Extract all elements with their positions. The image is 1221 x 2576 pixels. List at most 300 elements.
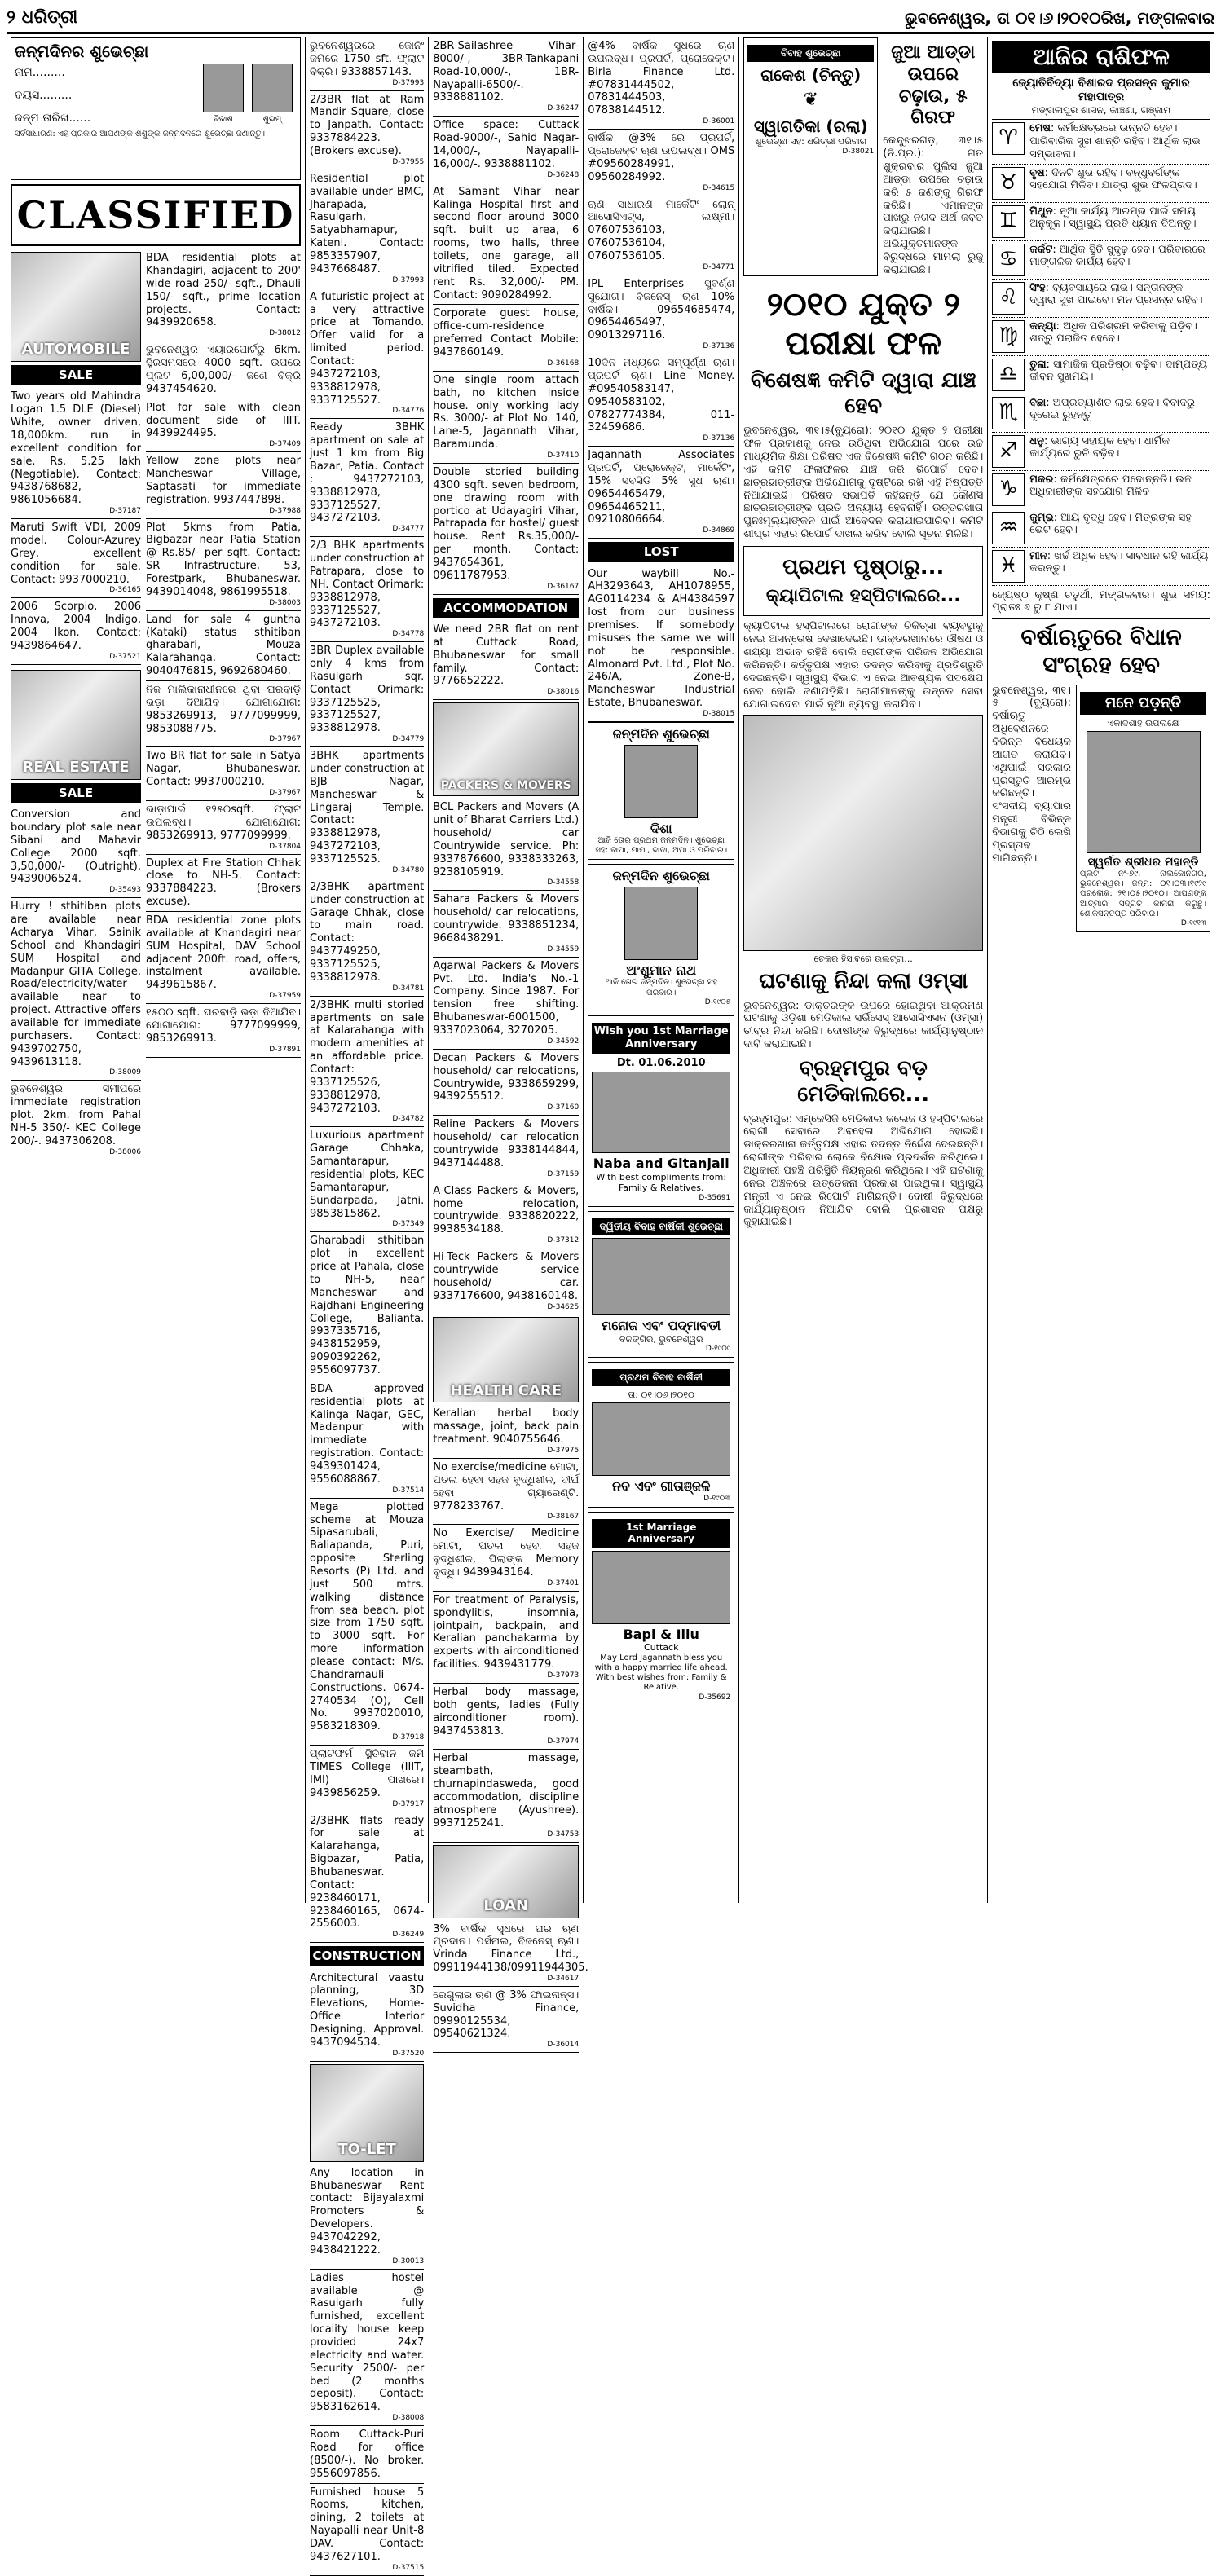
ad-text: Residential plot available under BMC, Jharapada, Rasulgarh, Satyabhamapur, Kateni. Contact: 9853357907, 9437668487. <box>310 172 425 275</box>
classified-ad <box>146 855 301 912</box>
sale-heading: SALE <box>11 365 141 385</box>
ad-code: D-34777 <box>392 525 425 534</box>
ad-text: Ready 3BHK apartment on sale at just 1 km from Big Bazar, Patia. Contact : 9437272103, 9338812978, 9337125527, 9437272103. <box>310 421 425 525</box>
ad-text: At Samant Vihar near Kalinga Hospital first and second floor around 3000 sqft. built up area, 6 rooms, two halls, three toilets, one garage, all vitrified tiled. Expected rent Rs. 32,000/- PM. Contact: 9090284992. <box>433 185 580 302</box>
memorial-notice <box>1076 685 1210 932</box>
horoscope-sign <box>992 318 1210 356</box>
classified-ad <box>11 898 141 1081</box>
ad-text: One single room attach bath, no kitchen inside house. only working lady Rs. 3000/- at Plot No. 140, Lane-5, Jagannath Vihar, Baramunda. <box>433 373 580 451</box>
zodiac-icon: ♏ <box>992 397 1025 429</box>
sign-prediction: ଆୟ ବୃଦ୍ଧି ହେବ। ମିତ୍ରଙ୍କ ସହ ଭେଟ ହେବ। <box>1029 511 1192 537</box>
classified-ad <box>310 1232 424 1380</box>
column-classified-4 <box>584 37 739 1903</box>
ad-code: D-34782 <box>392 1115 425 1124</box>
ad-text: Keralian herbal body massage, joint, back pain treatment. 9040755646. <box>433 1407 580 1447</box>
greeting-place: Cuttack <box>644 1642 679 1653</box>
ad-text: For treatment of Paralysis, spondylitis, insomnia, jointpain, backpain, and Keralian panchakarma by experts with airconditioned facilities. 9439431779. <box>433 1593 580 1671</box>
wedding-label: ବିବାହ ଶୁଭେଚ୍ଛା <box>747 45 874 62</box>
news-headline: ଜୁଆ ଆଡ୍ଡା ଉପରେ ଚଢ଼ାଉ, ୫ ଗିରଫ <box>891 42 976 129</box>
birthday-greeting <box>588 722 734 860</box>
sign-prediction: ଭାଗ୍ୟ ସହାୟକ ହେବ। ଧାର୍ମିକ କାର୍ଯ୍ୟରେ ରୁଚି ବଢ଼ିବ। <box>1029 434 1170 460</box>
greeting-date: ତା: ୦୧।୦୬।୨୦୧୦ <box>628 1389 695 1400</box>
sign-name: ତୁଳା <box>1029 358 1047 371</box>
ad-code: D-35692 <box>699 1693 731 1702</box>
ad-text: BDA residential zone plots available at Khandagiri near SUM Hospital, DAV School adjacent 200ft. road, offers, instalment available. 9439615867. <box>146 914 301 992</box>
ad-code: D-36001 <box>703 117 735 126</box>
name-label: ନାମ......... <box>15 66 65 80</box>
bride-name: ସ୍ୱାଗତିକା (ରଲା) <box>753 116 868 136</box>
classified-ad <box>588 130 734 196</box>
ad-text: Room Cuttack-Puri Road for office (8500/-). No broker. 9556097856. <box>310 2428 425 2480</box>
wedding-greeting <box>743 37 878 276</box>
news-body: ବ୍ରହ୍ମପୁର: ଏମ୍‌କେସିଜି ମେଡିକାଲ କଲେଜ ଓ ହସ୍ପିଟାଲରେ ରୋଗୀ ସେବାରେ ଅବହେଳା ଅଭିଯୋଗ ହୋଇଛି। ଡାକ୍ତରଖାନା କର୍ତ୍ତୃପକ୍ଷ ଏହାର ତଦନ୍ତ ନିର୍ଦ୍ଦେଶ ଦେଇଛନ୍ତି। ରୋଗୀଙ୍କ ପରିବାର ଲୋକେ ବିକ୍ଷୋଭ ପ୍ରଦର୍ଶନ କରିଥିଲେ। ଅଧିକାରୀ ପହଞ୍ଚି ପରିସ୍ଥିତି ନିୟନ୍ତ୍ରଣ କରିଥିଲେ। ଏହି ଘଟଣାକୁ ନେଇ ଅଞ୍ଚଳରେ ଉତ୍ତେଜନା ପ୍ରକାଶ ପାଇଥିଲା। ସ୍ୱାସ୍ଥ୍ୟ ମନ୍ତ୍ରୀ ଏ ନେଇ ରିପୋର୍ଟ ମାଗିଛନ୍ତି। ଦୋଷୀ ବିରୁଦ୍ଧରେ କାର୍ଯ୍ୟାନୁଷ୍ଠାନ ନିଆଯିବ ବୋଲି ପ୍ରଶାସନ ପକ୍ଷରୁ କୁହାଯାଇଛି। <box>743 1112 984 1229</box>
classified-ad <box>11 388 141 519</box>
real-estate-label: REAL ESTATE <box>22 758 130 776</box>
sign-name: ମୀନ <box>1029 549 1047 562</box>
horoscope-text: ତୁଳା: ସାମାଜିକ ପ୍ରତିଷ୍ଠା ବଢ଼ିବ। ଦାମ୍ପତ୍ୟ ଜୀବନ ସୁଖମୟ। <box>1029 358 1208 384</box>
ad-text: Reline Packers & Movers household/ car relocation countrywide 9338144844, 9437144488. <box>433 1118 580 1169</box>
ad-code: D-37804 <box>269 842 301 851</box>
ad-text: BDA approved residential plots at Kalinga Nagar, GEC, Madanpur with immediate registration. Contact: 9439301424, 9556088867. <box>310 1382 425 1486</box>
dob-label: ଜନ୍ମ ତାରିଖ...... <box>15 112 91 125</box>
ad-code: D-37955 <box>392 157 425 166</box>
automobile-image <box>11 252 141 362</box>
classified-ad <box>433 1182 579 1248</box>
birthday-note: ସର୍ବସାଧାରଣ: ଏହି ପ୍ରକାର ଆପଣଙ୍କ ଶିଶୁଙ୍କ ଜନ୍ମଦିନରେ ଶୁଭେଚ୍ଛା ଜଣାନ୍ତୁ। <box>15 130 266 139</box>
ad-text: 3BR Duplex available only 4 kms from Rasulgarh sqr. Contact Orimark: 9337125525, 9337125527, 9338812978. <box>310 645 425 735</box>
child-photo <box>203 64 244 112</box>
memorial-title: ମନେ ପଡ଼ନ୍ତି <box>1080 692 1206 715</box>
couple-photo <box>592 1402 730 1476</box>
classified-ad <box>310 997 424 1128</box>
news-subheadline: ବିଶେଷଜ୍ଞ କମିଟି ଦ୍ୱାରା ଯାଞ୍ଚ ହେବ <box>750 368 976 419</box>
ad-code: D-37187 <box>109 507 141 516</box>
ad-text: IPL Enterprises ସୁବର୍ଣ୍ଣ ସୁଯୋଗ। ବିଜନେସ୍ ଋଣ 10% ବାର୍ଷିକ। 09654685474, 09654465497, 09013297116. <box>588 277 735 342</box>
horoscope-text: ବୃଷ: ଦିନଟି ଶୁଭ ରହିବ। ବନ୍ଧୁବର୍ଗଙ୍କ ସହଯୋଗ ମିଳିବ। ଯାତ୍ରା ଶୁଭ ଫଳପ୍ରଦ। <box>1029 166 1197 192</box>
horoscope-sign <box>992 241 1210 280</box>
classified-ad <box>433 37 579 117</box>
classified-ad <box>433 183 579 306</box>
ad-code: D-37160 <box>547 1103 580 1112</box>
ad-code: D-34781 <box>392 984 425 993</box>
ad-text: 2/3BR flat at Ram Mandir Square, close to Janpath. Contact: 9337884223. (Brokers excuse). <box>310 93 425 157</box>
sign-prediction: କର୍ମକ୍ଷେତ୍ରରେ ଉନ୍ନତି ହେବ। ପାରିବାରିକ ସୁଖ ଶାନ୍ତି ରହିବ। ଆର୍ଥିକ ଲାଭ ସମ୍ଭାବନା। <box>1029 121 1201 161</box>
horoscope-sign <box>992 203 1210 241</box>
sale-heading-2: SALE <box>11 783 141 803</box>
classified-ad <box>433 1405 579 1459</box>
ad-text: Maruti Swift VDI, 2009 model. Colour-Azurey Grey, excellent condition for sale. Contact: 9937000210. <box>11 522 141 586</box>
classified-ad <box>146 747 301 801</box>
ad-code: D-37975 <box>547 1447 580 1455</box>
classified-ad <box>310 537 424 642</box>
health-care-image <box>433 1317 579 1402</box>
greeting-title: ଦ୍ୱିତୀୟ ବିବାହ ବାର୍ଷିକୀ ଶୁଭେଚ୍ଛା <box>592 1218 730 1235</box>
ad-text: Jagannath Associates ପ୍ରପର୍ଟି, ପ୍ରୋଜେକ୍ଟ, ମାର୍କେଟିଂ, 15% ସବସିଡି 5% ସୁଧ ଋଣ। 09654465479, 09654465211, 09210806664. <box>588 449 735 526</box>
classified-ad <box>433 372 579 464</box>
news-body: କେନ୍ଦୁଝରଗଡ଼, ୩୧।୫ (ନି.ପ୍ର.): ଗତ ଶୁକ୍ରବାର ପୁଲିସ ଜୁଆ ଆଡ୍ଡା ଉପରେ ଚଢ଼ାଉ କରି ୫ ଜଣଙ୍କୁ ଗିରଫ କରିଛି। ଏମାନଙ୍କ ପାଖରୁ ନଗଦ ଅର୍ଥ ଜବତ କରାଯାଇଛି। ଅଭିଯୁକ୍ତମାନଙ୍କ ବିରୁଦ୍ଧରେ ମାମଲା ରୁଜୁ କରାଯାଇଛି। <box>883 134 984 276</box>
ad-code: D-38006 <box>109 1147 141 1156</box>
sign-name: କର୍କଟ <box>1029 243 1053 256</box>
ad-text: Gharabadi sthitiban plot in excellent price at Pahala, close to NH-5, near Mancheswar and Rajdhani Engineering College, Balianta. 9937335716, 9438152959, 9090392262, 9556097737. <box>310 1235 425 1376</box>
classified-ad <box>433 1750 579 1842</box>
classified-ad <box>11 519 141 598</box>
ad-code: D-37973 <box>547 1671 580 1680</box>
ad-text: Furnished house 5 Rooms, kitchen, dining, 2 toilets at Nayapalli near Unit-8 DAV. Contact: 9437627101. <box>310 2486 425 2563</box>
anniversary-greeting <box>588 1211 734 1358</box>
ad-code: D-34615 <box>703 183 735 192</box>
ad-text: Sahara Packers & Movers household/ car relocations, countrywide. 9338851234, 9668438291. <box>433 893 580 945</box>
anniversary-greeting <box>588 1015 734 1207</box>
horoscope-text: ମେଷ: କର୍ମକ୍ଷେତ୍ରରେ ଉନ୍ନତି ହେବ। ପାରିବାରିକ ସୁଖ ଶାନ୍ତି ରହିବ। ଆର୍ଥିକ ଲାଭ ସମ୍ଭାବନା। <box>1029 121 1201 161</box>
sign-prediction: ଆର୍ଥିକ ସ୍ଥିତି ସୁଦୃଢ଼ ହେବ। ପରିବାରରେ ମାଙ୍ଗଳିକ କାର୍ଯ୍ୟ ହେବ। <box>1029 243 1206 269</box>
greeting-message: ଆଜି ତୋର ପ୍ରଥମ ଜନ୍ମଦିନ। ଶୁଭେଚ୍ଛା ସହ: ବାପା, ମାମା, ଦାଦା, ଅପା ଓ ପରିବାର। <box>595 836 728 856</box>
horoscope-sign <box>992 394 1210 433</box>
to-let-label: TO-LET <box>337 2140 396 2158</box>
ad-text: Any location in Bhubaneswar Rent contact: Bijayalaxmi Promoters & Developers. 9437042292, 9438421222. <box>310 2166 425 2257</box>
zodiac-icon: ♒ <box>992 512 1025 544</box>
page-number-title: ୨ ଧରିତ୍ରୀ <box>7 7 78 29</box>
ad-text: ଭୁବନେଶ୍ୱର ଏୟାରପୋର୍ଟରୁ 6km. ସ୍ଥିରସମସରେ 4000 sqft. ଉପରେ ପ୍ଲଟ 6,00,000/- ଜଣେ ବିକ୍ରି 9437454620. <box>146 344 301 395</box>
classified-ad <box>310 2426 424 2483</box>
ad-text: Two BR flat for sale in Satya Nagar, Bhubaneswar. Contact: 9937000210. <box>146 750 301 789</box>
greeting-name: Naba and Gitanjali <box>593 1156 730 1172</box>
classified-ad <box>588 566 734 722</box>
sign-prediction: ସାମାଜିକ ପ୍ରତିଷ୍ଠା ବଢ଼ିବ। ଦାମ୍ପତ୍ୟ ଜୀବନ ସୁଖମୟ। <box>1029 358 1208 384</box>
ad-code: D-37967 <box>269 789 301 798</box>
greeting-title: Wish you 1st Marriage Anniversary <box>592 1023 730 1054</box>
lost-heading: LOST <box>588 542 734 561</box>
classified-ad <box>310 91 424 170</box>
ad-text: 2/3BHK multi storied apartments on sale at Kalarahanga with modern amenities at an affordable price. Contact: 9337125526, 9338812978, 9437272103. <box>310 998 425 1115</box>
ad-code: D-38015 <box>703 710 735 719</box>
classified-banner: CLASSIFIED <box>11 184 301 246</box>
zodiac-icon: ♎ <box>992 359 1025 391</box>
classified-ad <box>588 275 734 354</box>
news-headline: ବର୍ଷାଋତୁରେ ବିଧାନ ସଂଗ୍ରହ ହେବ <box>1020 623 1182 679</box>
ad-text: Two years old Mahindra Logan 1.5 DLE (Diesel) White, owner driven, 18,000km. run in excellent condition for sale. Rs. 5.25 lakh (Negotiable). Contact: 9438768682, 9861056684. <box>11 390 141 507</box>
ad-code: D-37959 <box>269 992 301 1001</box>
ad-text: ନିଜ ମାଲିକାନାଧୀନରେ ଥିବା ଘରବାଡ଼ି ଭଡ଼ା ଦିଆଯିବ। ଯୋଗାଯୋଗ: 9853269913, 9777099999, 9853088775. <box>146 684 301 735</box>
greeting-message: May Lord Jagannath bless you with a happy married life ahead. With best wishes from: Family & Relative. <box>594 1653 728 1693</box>
page-header <box>7 5 1214 34</box>
sign-prediction: ଅପ୍ରତ୍ୟାଶିତ ଲାଭ ହେବ। ବିବାଦରୁ ଦୂରେଇ ରୁହନ୍ତୁ। <box>1029 396 1195 422</box>
news-headline: ଘଟଣାକୁ ନିନ୍ଦା କଲା ଓମ୍‌ସା <box>759 968 968 993</box>
classified-ad <box>433 958 579 1050</box>
zodiac-icon: ♍ <box>992 320 1025 353</box>
horoscope-sign <box>992 356 1210 394</box>
sign-name: କନ୍ୟା <box>1029 319 1056 332</box>
sign-prediction: ବ୍ୟବସାୟରେ ଲାଭ। ସନ୍ତାନଙ୍କ ଦ୍ୱାରା ସୁଖ ପାଇବେ। ମନ ପ୍ରସନ୍ନ ରହିବ। <box>1029 281 1203 307</box>
ad-code: D-30013 <box>392 2257 425 2266</box>
horoscope-sign <box>992 120 1210 165</box>
classified-ad <box>146 249 301 341</box>
health-care-label: HEALTH CARE <box>450 1381 562 1399</box>
memorial-body: ପ୍ଲଟ ନଂ-୭୯, ନାଲକୋନଗର, ଭୁବନେଶ୍ୱର। ଜନ୍ମ: ୦୧।୦୩।୧୯୨୯ ପରଲୋକ: ୨୧।୦୫।୨୦୧୦। ଆପଣଙ୍କ ଆତ୍ମାର ସଦ୍‌ଗତି କାମନା କରୁଛୁ। ଶୋକସନ୍ତପ୍ତ ପରିବାର। <box>1080 869 1206 918</box>
zodiac-icon: ♊ <box>992 205 1025 238</box>
ad-text: Agarwal Packers & Movers Pvt. Ltd. India's No.-1 Company. Since 1987. For tension free shifting. Bhubaneswar-6001500, 9337023064, 3270205. <box>433 959 580 1037</box>
classified-ad <box>146 912 301 1004</box>
classified-ad <box>310 1970 424 2062</box>
zodiac-icon: ♋ <box>992 244 1025 276</box>
classified-ad <box>433 1684 579 1750</box>
ad-text: Ladies hostel available @ Rasulgarh fully furnished, excellent locality house keep provided 24x7 electricity and water. Security 2500/- per bed (2 months deposit). Contact: 9583162614. <box>310 2271 425 2414</box>
ad-code: D-35691 <box>699 1193 731 1202</box>
ad-text: 10ଦିନ ମଧ୍ୟରେ ସମ୍ପୂର୍ଣ୍ଣ ଋଣ। ପ୍ରପର୍ଟି ଋଣ। Line Money. #09540583147, 09540583102, 07827774384, 011-32459686. <box>588 357 735 434</box>
couple-photo <box>592 1551 730 1624</box>
ad-text: BCL Packers and Movers (A unit of Bharat Carriers Ltd.) household/ car Countrywide service. Ph: 9337876600, 9338333263, 9238105919. <box>433 801 580 878</box>
ad-text: 3% ବାର୍ଷିକ ସୁଧରେ ଘର ଋଣ ପ୍ରଦାନ। ପର୍ସନାଲ, ବିଜନେସ୍ ଋଣ। Vrinda Finance Ltd., 09911944138/09911944305. <box>433 1922 588 1975</box>
groom-name: ରାକେଶ (ଚିନ୍ତୁ) <box>760 64 862 85</box>
news-subheadline: କ୍ୟାପିଟାଲ ହସ୍ପିଟାଲରେ... <box>765 585 961 606</box>
child-photo <box>624 887 698 960</box>
accommodation-heading: ACCOMMODATION <box>433 598 579 618</box>
sign-prediction: ଖର୍ଚ୍ଚ ଅଧିକ ହେବ। ସାବଧାନ ରହି କାର୍ଯ୍ୟ କରନ୍ତୁ। <box>1029 549 1209 575</box>
to-let-image <box>310 2064 424 2162</box>
horoscope-sign <box>992 509 1210 548</box>
ad-code: D-37993 <box>392 78 425 87</box>
ad-code: D-34776 <box>392 407 425 416</box>
horoscope-text: କନ୍ୟା: ଅଧିକ ପରିଶ୍ରମ କରିବାକୁ ପଡ଼ିବ। ଶତ୍ରୁ ପରାଜିତ ହେବେ। <box>1029 319 1197 346</box>
horoscope-title: ଆଜିର ରାଶିଫଳ <box>992 41 1210 73</box>
ad-text: Decan Packers & Movers household/ car relocations, Countrywide, 9338659299, 9439255512. <box>433 1051 580 1103</box>
ad-code: D-38008 <box>392 2414 425 2423</box>
ad-code: D-36249 <box>392 1931 425 1940</box>
ad-code: D-36247 <box>547 104 580 113</box>
column-classified-3 <box>429 37 588 2050</box>
ad-text: ଋଣ ସାଧାରଣ ମାର୍କେଟିଂ ଲୋନ୍ ଆସୋସିଏଟ୍ସ, ଲକ୍ଷ୍ମୀ। 07607536103, 07607536104, 07607536105. <box>588 198 735 262</box>
ad-code: D-34771 <box>703 262 735 271</box>
classified-ad <box>433 1987 579 2053</box>
column-classified-2 <box>306 37 429 2572</box>
hospital-photo <box>743 715 983 951</box>
classified-ad <box>433 1921 588 1987</box>
classified-ad <box>310 1499 424 1746</box>
ad-text: ଭୁବନେଶ୍ୱର ସମୀପରେ immediate registration plot. 2km. from Pahal NH-5 350/- KEC College 200/-. 9437306208. <box>11 1083 141 1147</box>
almanac-text: ଜ୍ୟେଷ୍ଠ କୃଷ୍ଣ ଚତୁର୍ଥୀ, ମଙ୍ଗଳବାର। ଶୁଭ ସମୟ: ପ୍ରାତଃ ୬ ରୁ ୮ ଯାଏ। <box>992 586 1210 619</box>
ad-code: D-୧୯୦୩ <box>703 1494 731 1503</box>
classified-ad <box>433 1248 579 1314</box>
classified-ad <box>11 806 141 898</box>
ad-code: D-37136 <box>703 342 735 351</box>
birthday-form <box>11 37 301 180</box>
horoscope-sign <box>992 433 1210 471</box>
column-horoscope <box>988 37 1214 1903</box>
zodiac-icon: ♓ <box>992 550 1025 583</box>
classified-ad <box>433 464 579 595</box>
ad-text: Duplex at Fire Station Chhak close to NH-5. Contact: 9337884223. (Brokers excuse). <box>146 856 301 909</box>
photo-caption: ଚେକର ହିସାବରେ ଉଲଟ୍ଟା... <box>813 953 913 964</box>
ad-text: Plot for sale with clean document side of IIIT. 9439924495. <box>146 401 301 440</box>
sign-name: ମିଥୁନ <box>1029 205 1053 218</box>
sign-prediction: ନୂଆ କାର୍ଯ୍ୟ ଆରମ୍ଭ ପାଇଁ ସମୟ ଅନୁକୂଳ। ସ୍ୱାସ୍ଥ୍ୟ ପ୍ରତି ଧ୍ୟାନ ଦିଅନ୍ତୁ। <box>1029 205 1197 231</box>
classified-ad <box>310 37 424 91</box>
horoscope-text: ବିଛା: ଅପ୍ରତ୍ୟାଶିତ ଲାଭ ହେବ। ବିବାଦରୁ ଦୂରେଇ ରୁହନ୍ତୁ। <box>1029 396 1195 422</box>
classified-ad <box>433 891 579 957</box>
ad-code: D-38003 <box>269 598 301 607</box>
classified-ad <box>433 305 579 371</box>
ad-code: D-38009 <box>109 1068 141 1077</box>
ad-code: D-38016 <box>547 688 580 697</box>
column-news <box>739 37 988 1903</box>
classified-ad <box>433 1050 579 1116</box>
ad-text: Mega plotted scheme at Mouza Sipasarubali, Baliapanda, Puri, opposite Sterling Resorts (P) Ltd. and just 500 mtrs. walking distance from sea beach. plot size from 1750 sqft. to 3000 sqft. For more information please contact: M/s. Chandramauli Constructions. 0674-2740534 (O), Cell No. 9937020010, 9583218309. <box>310 1500 425 1733</box>
ad-text: 2/3BHK flats ready for sale at Kalarahanga, Bigbazar, Patia, Bhubaneswar. Contact: 9238460171, 9238460165, 0674-2556003. <box>310 1814 425 1931</box>
classified-ad <box>146 519 301 611</box>
ad-code: D-38012 <box>269 329 301 338</box>
horoscope-sign <box>992 280 1210 318</box>
ad-code: D-୧୯୧୩ <box>1180 918 1206 927</box>
ad-code: D-38167 <box>547 1513 580 1521</box>
ad-text: Hi-Teck Packers & Movers countrywide service household/ car. 9337176600, 9438160148. <box>433 1251 580 1302</box>
dateline: ଭୁବନେଶ୍ୱର, ତା ୦୧।୬।୨୦୧୦ରିଖ, ମଙ୍ଗଳବାର <box>905 8 1214 29</box>
classified-ad <box>433 1459 579 1525</box>
ad-code: D-34625 <box>547 1302 580 1311</box>
ad-text: Office space: Cuttack Road-9000/-, Sahid Nagar-14,000/-, Nayapalli-16,000/-. 9338881102. <box>433 119 580 170</box>
ad-code: D-36165 <box>109 586 141 595</box>
classified-ad <box>310 2484 424 2576</box>
packers-movers-label: PACKERS & MOVERS <box>440 779 571 793</box>
classified-ad <box>433 799 579 891</box>
ad-code: D-37521 <box>109 652 141 661</box>
ad-code: D-37967 <box>269 735 301 744</box>
couple-photo <box>592 1238 730 1315</box>
ad-text: We need 2BR flat on rent at Cuttack Road, Bhubaneswar for small family. Contact: 9776652222. <box>433 623 580 688</box>
classified-ad <box>310 878 424 997</box>
ad-text: 2/3BHK apartment under construction at Garage Chhak, close to main road. Contact: 9437749250, 9337125525, 9338812978. <box>310 880 425 984</box>
ad-text: Corporate guest house, office-cum-residence preferred Contact Mobile: 9437860149. <box>433 307 580 359</box>
horoscope-text: ମୀନ: ଖର୍ଚ୍ଚ ଅଧିକ ହେବ। ସାବଧାନ ରହି କାର୍ଯ୍ୟ କରନ୍ତୁ। <box>1029 549 1209 575</box>
construction-heading: CONSTRUCTION <box>310 1946 424 1966</box>
classified-ad <box>433 621 579 700</box>
ad-code: D-34592 <box>547 1037 580 1046</box>
classified-ad <box>310 1380 424 1499</box>
ad-code: D-୧୯୦୯ <box>705 1345 731 1354</box>
news-body: କ୍ୟାପିଟାଲ ହସ୍ପିଟାଲରେ ରୋଗୀଙ୍କ ଚିକିତ୍ସା ବ୍ୟବସ୍ଥାକୁ ନେଇ ଅସନ୍ତୋଷ ଦେଖାଦେଇଛି। ଡାକ୍ତରଖାନାରେ ଔଷଧ ଓ ଶଯ୍ୟା ଅଭାବ ରହିଛି ବୋଲି ରୋଗୀଙ୍କ ପରିଜନ ଅଭିଯୋଗ କରିଛନ୍ତି। କର୍ତ୍ତୃପକ୍ଷ ଏହାର ତଦନ୍ତ କରିବାକୁ ପ୍ରତିଶ୍ରୁତି ଦେଇଛନ୍ତି। ସ୍ୱାସ୍ଥ୍ୟ ବିଭାଗ ଏ ନେଇ ଆବଶ୍ୟକ ପଦକ୍ଷେପ ନେବ ବୋଲି ଜଣାପଡ଼ିଛି। ରୋଗୀମାନଙ୍କୁ ଉନ୍ନତ ସେବା ଯୋଗାଇଦେବା ପାଇଁ ନୂଆ ବ୍ୟବସ୍ଥା କରାଯିବ। <box>743 620 984 711</box>
ad-text: @4% ବାର୍ଷିକ ସୁଧରେ ଋଣ ଉପଲବ୍ଧ। ପ୍ରପର୍ଟି, ପ୍ରୋଜେକ୍ଟ। Birla Finance Ltd. #07831444502, 07831444503, 07838144512. <box>588 40 735 117</box>
news-headline: ବ୍ରହ୍ମପୁର ବଡ଼ ମେଡିକାଲରେ... <box>797 1056 930 1107</box>
sign-prediction: ଦିନଟି ଶୁଭ ରହିବ। ବନ୍ଧୁବର୍ଗଙ୍କ ସହଯୋଗ ମିଳିବ। ଯାତ୍ରା ଶୁଭ ଫଳପ୍ରଦ। <box>1029 166 1197 192</box>
zodiac-icon: ♉ <box>992 167 1025 200</box>
classified-ad <box>433 1592 579 1684</box>
ad-code: D-37891 <box>269 1045 301 1054</box>
greeting-message: With best compliments from: Family & Relatives. <box>596 1171 727 1194</box>
classified-ad <box>588 37 734 130</box>
horoscope-text: ସିଂହ: ବ୍ୟବସାୟରେ ଲାଭ। ସନ୍ତାନଙ୍କ ଦ୍ୱାରା ସୁଖ ପାଇବେ। ମନ ପ୍ରସନ୍ନ ରହିବ। <box>1029 281 1203 307</box>
sign-name: ବୃଷ <box>1029 166 1045 179</box>
continued-heading: ପ୍ରଥମ ପୃଷ୍ଠାରୁ... <box>782 554 945 579</box>
horoscope-sign <box>992 471 1210 509</box>
classified-ad <box>588 196 734 275</box>
classified-ad <box>433 1116 579 1182</box>
child-name-2: ଶୁଭମ୍ <box>262 115 282 125</box>
greeting-name: ଦିଶା <box>650 820 672 836</box>
astrologer-place: ମଙ୍ଗଳାପୁର ଶାସନ, କାଞ୍ଚଣା, ଗଞ୍ଜାମ <box>992 104 1210 120</box>
ad-text: ଭୁବନେଶ୍ୱରରେ ଜୋନିଂ ଜମିରେ 1750 sft. ଫ୍ଲାଟ ବିକ୍ରି। 9338857143. <box>310 40 425 78</box>
ad-code: D-34779 <box>392 735 425 744</box>
ad-code: D-37136 <box>703 434 735 443</box>
child-name-1: ବିକାଶ <box>214 115 233 125</box>
ad-text: No exercise/medicine ମୋଟା, ପତଳା ହେବା ସହଜ ବୃଦ୍ଧିଶୀଳ, ଦୀର୍ଘ ହେବା ଗ୍ୟାରେଣ୍ଟି. 9778233767. <box>433 1461 580 1513</box>
greeting-place: ବଳଙ୍ଗିର, ଭୁବନେଶ୍ୱର <box>619 1333 703 1345</box>
ad-code: D-36248 <box>547 170 580 179</box>
ad-text: Herbal body massage, both gents, ladies (Fully airconditioner room). 9437453813. <box>433 1685 580 1737</box>
ad-code: D-37917 <box>392 1799 425 1808</box>
sign-name: ଧନୁ <box>1029 434 1044 447</box>
rings-icon: ❦ <box>803 90 818 111</box>
classified-ad <box>310 288 424 420</box>
child-photo <box>252 64 293 112</box>
classified-ad <box>588 354 734 447</box>
classified-ad <box>146 341 301 399</box>
automobile-label: AUTOMOBILE <box>21 341 130 359</box>
horoscope-text: ଧନୁ: ଭାଗ୍ୟ ସହାୟକ ହେବ। ଧାର୍ମିକ କାର୍ଯ୍ୟରେ ରୁଚି ବଢ଼ିବ। <box>1029 434 1170 460</box>
horoscope-text: କୁମ୍ଭ: ଆୟ ବୃଦ୍ଧି ହେବ। ମିତ୍ରଙ୍କ ସହ ଭେଟ ହେବ। <box>1029 511 1192 537</box>
ad-code: D-36168 <box>547 359 580 368</box>
horoscope-text: ମକର: କର୍ମକ୍ଷେତ୍ରରେ ପଦୋନ୍ନତି। ଉଚ୍ଚ ଅଧିକାରୀଙ୍କ ସହଯୋଗ ମିଳିବ। <box>1029 473 1192 499</box>
ad-code: D-37974 <box>547 1737 580 1746</box>
classified-ad <box>146 681 301 747</box>
memorial-name: ସ୍ୱର୍ଗତ ଶ୍ରୀଧର ମହାନ୍ତି <box>1087 855 1199 869</box>
age-label: ବୟସ......... <box>15 89 73 103</box>
classified-ad <box>146 801 301 855</box>
classified-ad <box>433 1525 579 1591</box>
ad-text: Yellow zone plots near Mancheswar Village, Saptasati for immediate registration. 9937447898. <box>146 455 301 506</box>
ad-code: D-34617 <box>547 1974 580 1983</box>
classified-ad <box>310 419 424 537</box>
news-body: ଭୁବନେଶ୍ୱର: ଡାକ୍ତରଙ୍କ ଉପରେ ହୋଇଥିବା ଆକ୍ରମଣ ଘଟଣାକୁ ଓଡ଼ିଶା ମେଡିକାଲ ସର୍ଭିସେସ୍ ଆସୋସିଏସନ (ଓମ୍‌ସା) ତୀବ୍ର ନିନ୍ଦା କରିଛି। ଦୋଷୀଙ୍କ ବିରୁଦ୍ଧରେ କାର୍ଯ୍ୟାନୁଷ୍ଠାନ ଦାବି କରାଯାଇଛି। <box>743 999 984 1051</box>
ad-code: D-37515 <box>392 2563 425 2572</box>
ad-text: Plot 5kms from Patia, Bigbazar near Patia Station @ Rs.85/- per sqft. Contact: SR Infrastructure, 53, Forestpark, Bhubaneswar. 9439014048, 9861995518. <box>146 521 301 598</box>
classified-ad <box>310 1746 424 1812</box>
sign-name: ବିଛା <box>1029 396 1047 409</box>
horoscope-sign <box>992 165 1210 203</box>
horoscope-text: ମିଥୁନ: ନୂଆ କାର୍ଯ୍ୟ ଆରମ୍ଭ ପାଇଁ ସମୟ ଅନୁକୂଳ। ସ୍ୱାସ୍ଥ୍ୟ ପ୍ରତି ଧ୍ୟାନ ଦିଅନ୍ତୁ। <box>1029 205 1197 231</box>
ad-code: D-37918 <box>392 1733 425 1742</box>
ad-text: Double storied building 4300 sqft. seven bedroom, one drawing room with portico at Udayagiri Vihar, Patrapada for hostel/ guest house. Rent Rs.35,000/- per month. Contact: 9437654361, 09611787953. <box>433 465 580 582</box>
ad-text: 2/3 BHK apartments under construction at Patrapara, close to NH. Contact Orimark: 9338812978, 9337125527, 9437272103. <box>310 539 425 630</box>
zodiac-icon: ♑ <box>992 473 1025 506</box>
ad-code: D-37312 <box>547 1236 580 1245</box>
loan-image <box>433 1845 579 1918</box>
column-classified-1 <box>7 37 306 1903</box>
greeting-title: ଜନ୍ମଦିନ ଶୁଭେଚ୍ଛା <box>612 868 710 884</box>
anniversary-greeting <box>588 1512 734 1706</box>
greeting-name: ମନୋଜ ଏବଂ ପଦ୍ମାବତୀ <box>602 1318 721 1334</box>
child-photo <box>624 745 698 818</box>
ad-text: 3BHK apartments under construction at BJB Nagar, Mancheswar & Lingaraj Temple. Contact: 9338812978, 9437272103, 9337125525. <box>310 750 425 866</box>
classified-ad <box>146 399 301 453</box>
ad-code: D-37993 <box>392 275 425 284</box>
ad-code: D-34778 <box>392 630 425 639</box>
ad-text: BDA residential plots at Khandagiri, adjacent to 200' wide road 250/- sqft., Dhauli 150/- sqft., prime location projects. Contact: 9439920658. <box>146 252 301 329</box>
classified-ad <box>146 452 301 518</box>
sign-name: କୁମ୍ଭ <box>1029 511 1054 524</box>
ad-code: D-37409 <box>269 440 301 449</box>
news-body: ଭୁବନେଶ୍ୱର, ୩୧।୫ (ବ୍ୟୁରୋ): ବର୍ଷାଋତୁ ଅଧିବେଶନରେ ବିଭିନ୍ନ ବିଧେୟକ ଆଗତ କରାଯିବ। ଏଥିପାଇଁ ସରକାର ପ୍ରସ୍ତୁତି ଆରମ୍ଭ କରିଛନ୍ତି। ସଂସଦୀୟ ବ୍ୟାପାର ମନ୍ତ୍ରୀ ବିଭିନ୍ନ ବିଭାଗକୁ ଚିଠି ଲେଖି ପ୍ରସ୍ତାବ ମାଗିଛନ୍ତି। <box>992 684 1071 865</box>
ad-text: No Exercise/ Medicine ମୋଟା, ପତଳା ହେବା ସହଜ ବୃଦ୍ଧିଶୀଳ, ପିଲାଙ୍କ Memory ବୃଦ୍ଧି। 9439943164. <box>433 1527 580 1579</box>
classified-ad <box>11 598 141 664</box>
classified-ad <box>310 2164 424 2270</box>
ad-code: D-35493 <box>109 886 141 895</box>
sign-name: ମକର <box>1029 473 1054 486</box>
greeting-date: Dt. 01.06.2010 <box>616 1056 706 1069</box>
astrologer-name: ଜ୍ୟୋତିର୍ବିଦ୍ୟା ବିଶାରଦ ପ୍ରସନ୍ନ କୁମାର ମହାପାତ୍ର <box>1012 77 1190 104</box>
classified-ad <box>433 117 579 183</box>
classified-ad <box>310 2270 424 2426</box>
classified-ad <box>310 1812 424 1944</box>
packers-movers-image <box>433 702 579 796</box>
couple-photo <box>592 1072 730 1153</box>
